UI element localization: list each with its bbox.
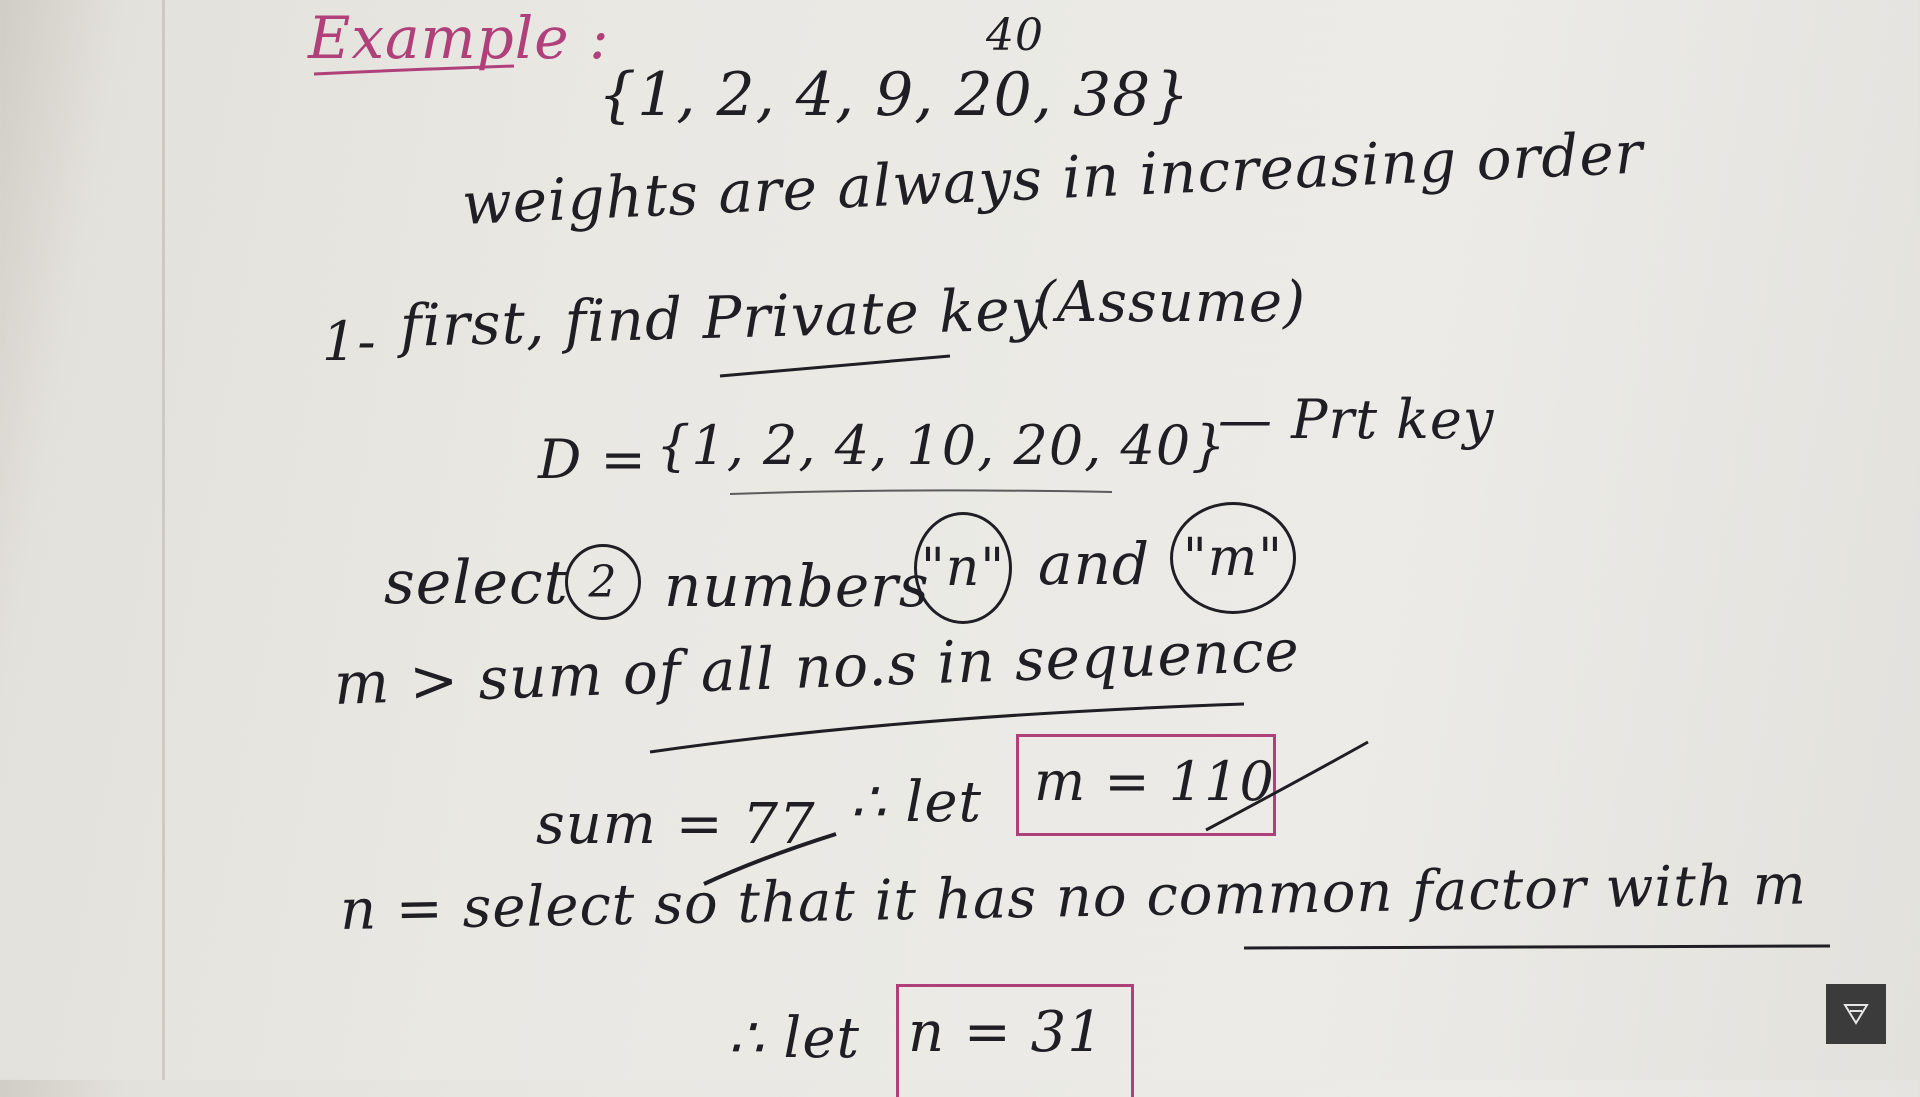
weights-set: {1, 2, 4, 9, 20, 38} xyxy=(598,60,1191,130)
sum-strike xyxy=(704,834,836,884)
m-condition: m > sum of all no.s in sequence xyxy=(332,616,1301,718)
step1-text: first, find Private key xyxy=(399,275,1046,360)
select-count: 2 xyxy=(588,556,618,608)
sequence-underline xyxy=(650,704,1244,752)
step1-assume: (Assume) xyxy=(1034,270,1306,335)
n-value: n = 31 xyxy=(908,1000,1104,1065)
filter-icon xyxy=(1841,999,1871,1029)
private-key-set: {1, 2, 4, 10, 20, 40} xyxy=(656,414,1227,477)
private-key-label: — Prt key xyxy=(1218,388,1495,451)
and-word: and xyxy=(1038,530,1151,598)
common-factor-underline xyxy=(1244,946,1830,948)
step1-number: 1- xyxy=(322,310,377,373)
therefore-let-m: ∴ let xyxy=(850,770,982,835)
m-symbol: "m" xyxy=(1182,528,1284,588)
select-word: select xyxy=(384,548,569,618)
m-box-strike xyxy=(1206,742,1368,830)
private-key-set-underline xyxy=(730,490,1112,494)
example-underline xyxy=(314,66,514,74)
superscript-value: 40 xyxy=(986,10,1044,61)
private-key-underline xyxy=(720,356,950,376)
m-value: m = 110 xyxy=(1034,750,1275,813)
therefore-let-n: ∴ let xyxy=(728,1006,860,1071)
example-heading: Example : xyxy=(308,4,610,72)
n-symbol: "n" xyxy=(920,538,1006,598)
private-key-prefix: D = xyxy=(538,428,647,491)
video-overlay-button[interactable] xyxy=(1826,984,1886,1044)
weights-note: weights are always in increasing order xyxy=(460,118,1645,238)
n-condition: n = select so that it has no common factor with m xyxy=(339,852,1808,943)
numbers-word: numbers xyxy=(664,552,930,620)
sum-value: sum = 77 xyxy=(536,792,816,857)
